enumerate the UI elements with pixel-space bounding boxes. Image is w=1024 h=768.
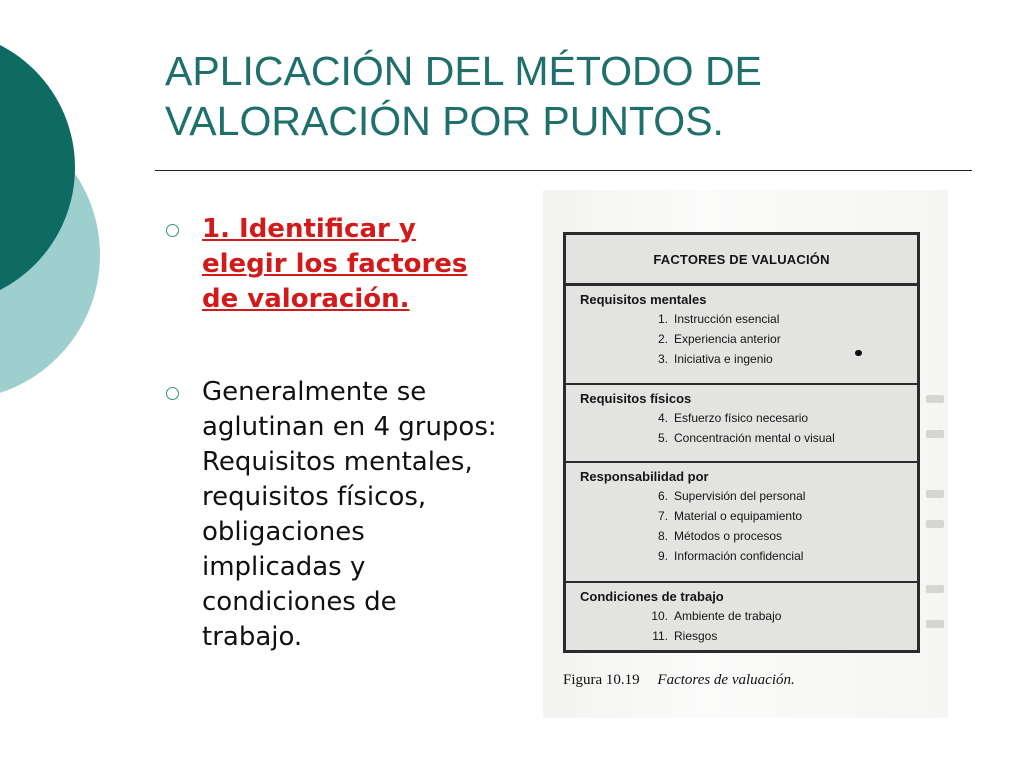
item-number: 11. (652, 629, 668, 643)
item-label: Experiencia anterior (674, 332, 781, 346)
factor-group-responsibility (566, 463, 917, 583)
bullet-line: aglutinan en 4 grupos: (202, 412, 497, 442)
title-line: APLICACIÓN DEL MÉTODO DE (165, 48, 762, 94)
bullet-line: 1. Identificar y (202, 214, 416, 244)
scan-artifact (926, 430, 944, 438)
factor-item (580, 428, 917, 448)
item-label: Ambiente de trabajo (674, 609, 782, 623)
item-number: 5. (657, 431, 668, 445)
item-number: 9. (657, 549, 668, 563)
slide-title (165, 46, 985, 146)
bullet-line: elegir los factores (202, 249, 468, 279)
bullet-line: obligaciones (202, 517, 365, 547)
circle-bullet-icon (166, 224, 179, 237)
item-label: Instrucción esencial (674, 312, 780, 326)
table-header: FACTORES DE VALUACIÓN (566, 235, 917, 286)
item-number: 4. (657, 411, 668, 425)
factor-item (580, 606, 917, 626)
scan-artifact (926, 395, 944, 403)
factor-item (580, 526, 917, 546)
item-number: 1. (657, 312, 668, 326)
factor-group-physical (566, 385, 917, 463)
item-number: 7. (657, 509, 668, 523)
item-label: Supervisión del personal (674, 489, 806, 503)
factor-group-conditions (566, 583, 917, 650)
title-divider (155, 170, 972, 171)
bullet-line: implicadas y (202, 552, 366, 582)
factor-item (580, 546, 917, 566)
factor-group-mental (566, 286, 917, 385)
caption-label: Figura 10.19 (563, 672, 640, 688)
scan-artifact (926, 585, 944, 593)
figure-caption (563, 672, 795, 689)
item-label: Concentración mental o visual (674, 431, 835, 445)
caption-text: Factores de valuación. (657, 672, 795, 688)
item-number: 10. (651, 609, 668, 623)
factor-item (580, 486, 917, 506)
factors-table (563, 232, 920, 653)
scan-artifact (926, 490, 944, 498)
factor-item (580, 309, 917, 329)
group-title: Condiciones de trabajo (580, 589, 724, 604)
factor-item (580, 506, 917, 526)
item-label: Información confidencial (674, 549, 804, 563)
group-title: Requisitos físicos (580, 391, 692, 406)
bullet-item-groups (160, 375, 555, 655)
factor-item (580, 626, 917, 646)
bullet-list (160, 212, 555, 713)
item-label: Material o equipamiento (674, 509, 803, 523)
factor-item (580, 349, 917, 369)
circle-bullet-icon (166, 387, 179, 400)
scan-artifact (926, 620, 944, 628)
group-title: Responsabilidad por (580, 469, 709, 484)
item-label: Riesgos (674, 629, 718, 643)
factor-item (580, 329, 917, 349)
group-title: Requisitos mentales (580, 292, 707, 307)
title-line: VALORACIÓN POR PUNTOS. (165, 98, 724, 144)
bullet-line: de valoración. (202, 284, 410, 314)
item-label: Iniciativa e ingenio (674, 352, 773, 366)
bullet-text (202, 375, 555, 655)
scan-ink-dot (855, 350, 862, 356)
bullet-line: condiciones de (202, 587, 397, 617)
item-number: 2. (657, 332, 668, 346)
item-number: 8. (657, 529, 668, 543)
bullet-item-identify-factors (160, 212, 555, 317)
bullet-text-highlighted (202, 212, 555, 317)
bullet-line: trabajo. (202, 622, 303, 652)
bullet-line: Requisitos mentales, (202, 447, 473, 477)
item-label: Esfuerzo físico necesario (674, 411, 809, 425)
bullet-line: Generalmente se (202, 377, 427, 407)
factor-item (580, 408, 917, 428)
item-number: 6. (657, 489, 668, 503)
item-label: Métodos o procesos (674, 529, 783, 543)
item-number: 3. (657, 352, 668, 366)
scan-artifact (926, 520, 944, 528)
bullet-line: requisitos físicos, (202, 482, 427, 512)
